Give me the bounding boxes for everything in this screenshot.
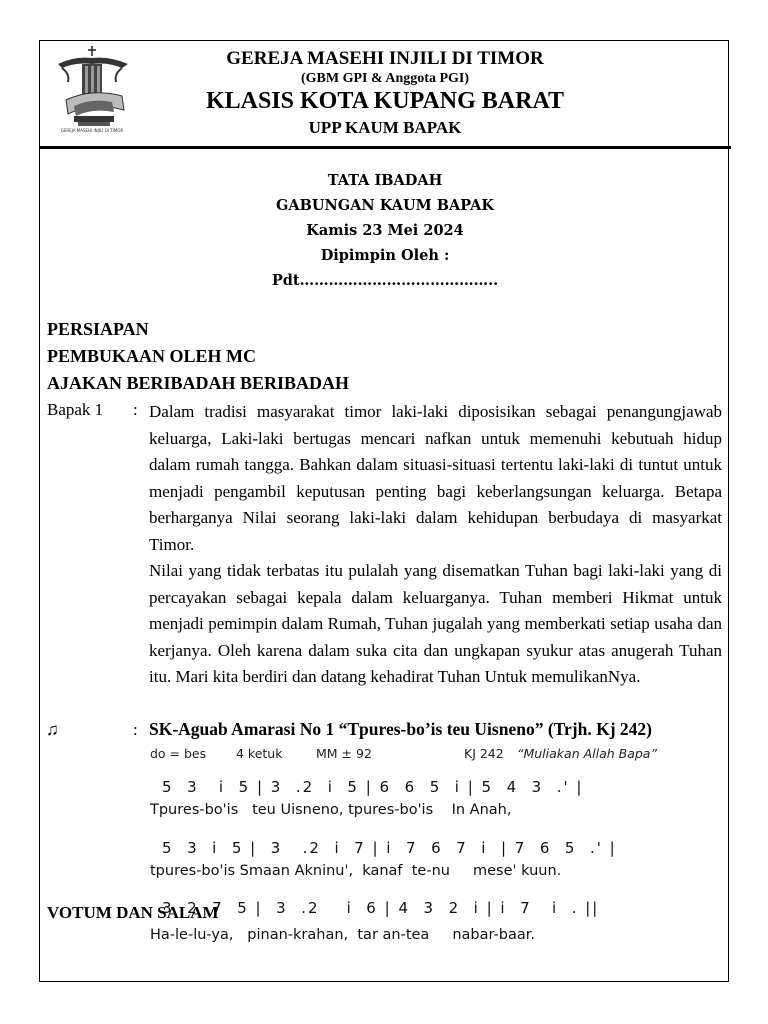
logo-caption: GEREJA MASEHI INJILI DI TIMOR: [60, 128, 124, 133]
song-kj-ref: KJ 242: [464, 746, 504, 761]
doc-subtitle: GABUNGAN KAUM BAPAK: [276, 197, 494, 214]
song-tempo: MM ± 92: [316, 746, 372, 761]
doc-date: Kamis 23 Mei 2024: [306, 222, 464, 239]
led-by-label: Dipimpin Oleh :: [320, 247, 450, 264]
section-pembukaan: PEMBUKAAN OLEH MC: [47, 346, 256, 366]
song-meter: 4 ketuk: [236, 746, 283, 761]
org-affiliation: (GBM GPI & Anggota PGI): [301, 71, 469, 86]
unit-name: UPP KAUM BAPAK: [308, 118, 462, 137]
notation-line-1: 5 3 i 5 | 3 .2 i 5 | 6 6 5 i | 5 4 3 .' |: [162, 778, 584, 796]
lyrics-line-3: Ha-le-lu-ya, pinan-krahan, tar an-tea nabar-baar.: [150, 927, 536, 943]
section-persiapan: PERSIAPAN: [47, 319, 149, 339]
org-name: GEREJA MASEHI INJILI DI TIMOR: [226, 48, 544, 69]
song-key: do = bes: [150, 746, 207, 761]
notation-line-3: 3 2 7 5 | 3 .2 i 6 | 4 3 2 i | i 7 i . ||: [162, 899, 600, 917]
section-votum: VOTUM DAN SALAM: [47, 903, 219, 922]
music-note-icon: ♫: [46, 720, 59, 739]
notation-line-2: 5 3 i 5 | 3 .2 i 7 | i 7 6 7 i | 7 6 5 .' |: [162, 839, 617, 857]
song-title: SK-Aguab Amarasi No 1 “Tpures-bo’is teu Uisneno” (Trjh. Kj 242): [149, 719, 652, 739]
lyrics-line-1: Tpures-bo'is teu Uisneno, tpures-bo'is In Anah,: [150, 802, 512, 818]
speaker-colon: :: [133, 400, 138, 419]
lyrics-line-2: tpures-bo'is Smaan Akninu', kanaf te-nu mese' kuun.: [150, 863, 562, 879]
bapak1-paragraph-2: Nilai yang tidak terbatas itu pulalah yang disematkan Tuhan bagi laki-laki yang di percayakan sebagai kepala dalam keluarganya. Tuhan memberi Hikmat untuk menjadi pemimpin dalam Rumah, Tuhan jugalah yang memberkati setiap usaha dan kerjanya. Oleh karena dalam suka cita dan ungkapan syukur atas anugerah Tuhan itu. Mari kita berdiri dan datang kehadirat Tuhan Untuk memulikanNya.: [149, 561, 722, 686]
song-kj-title: “Muliakan Allah Bapa”: [517, 746, 657, 761]
klasis-name: KLASIS KOTA KUPANG BARAT: [205, 88, 565, 114]
header-divider: [39, 146, 731, 149]
doc-title: TATA IBADAH: [327, 172, 443, 189]
section-ajakan: AJAKAN BERIBADAH BERIBADAH: [47, 373, 350, 393]
bapak1-paragraph-1: Dalam tradisi masyarakat timor laki-laki diposisikan sebagai penangungjawab keluarga, Laki-laki bertugas mencari nafkan untuk memenuhi kebutuah hidup dalam rumah tangga. Bahkan dalam situasi-situasi tertentu laki-laki di tuntut untuk menjadi pengambil keputusan penting bagi keberlangsungan keluarga. Betapa berharganya Nilai seorang laki-laki dalam kehidupan berbudaya di masyarkat Timor.: [149, 402, 722, 554]
pastor-line: Pdt…………………………………..: [271, 272, 499, 289]
song-colon: :: [133, 720, 138, 739]
speaker-label: Bapak 1: [47, 400, 104, 419]
church-logo: [52, 44, 132, 134]
